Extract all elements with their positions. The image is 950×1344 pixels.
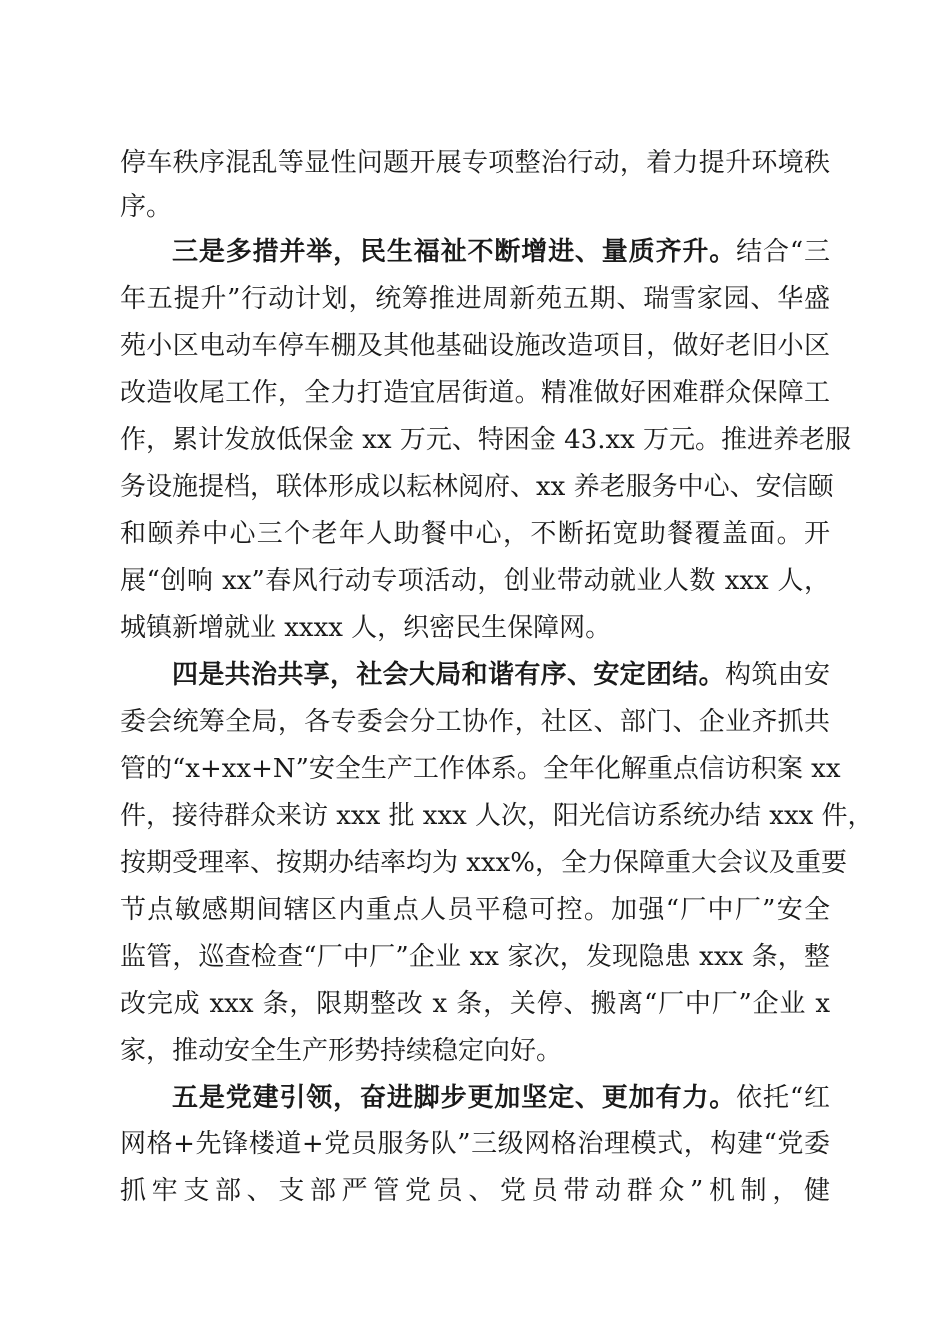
- text-line: 城镇新增就业 xxxx 人，织密民生保障网。: [120, 613, 612, 643]
- text-line: 按期受理率、按期办结率均为 xxx%，全力保障重大会议及重要: [120, 848, 847, 878]
- text-line: 改完成 xxx 条，限期整改 x 条，关停、搬离“厂中厂”企业 x: [120, 989, 830, 1019]
- paragraph-4-heading: 四是共治共享，社会大局和谐有序、安定团结。: [172, 660, 725, 690]
- text-line: 序。: [120, 192, 173, 222]
- paragraph-4-first-line: [172, 655, 830, 695]
- paragraph-3-first-line: [172, 232, 830, 272]
- paragraph-3-heading: 三是多措并举，民生福祉不断增进、量质齐升。: [172, 237, 737, 267]
- text-line: 务设施提档，联体形成以耘林阅府、xx 养老服务中心、安信颐: [120, 472, 834, 502]
- text-line: 作，累计发放低保金 xx 万元、特困金 43.xx 万元。推进养老服: [120, 425, 852, 455]
- text-line: 家，推动安全生产形势持续稳定向好。: [120, 1036, 563, 1066]
- text-line: 年五提升”行动计划，统筹推进周新苑五期、瑞雪家园、华盛: [120, 284, 830, 314]
- paragraph-5-heading: 五是党建引领，奋进脚步更加坚定、更加有力。: [172, 1083, 737, 1113]
- text-line: 委会统筹全局，各专委会分工协作，社区、部门、企业齐抓共: [120, 707, 830, 737]
- text-line: 件，接待群众来访 xxx 批 xxx 人次，阳光信访系统办结 xxx 件，: [120, 801, 874, 831]
- text-line: 网格+先锋楼道+党员服务队”三级网格治理模式，构建“党委: [120, 1129, 830, 1159]
- text-line: 节点敏感期间辖区内重点人员平稳可控。加强“厂中厂”安全: [120, 895, 830, 925]
- text-line: 展“创响 xx”春风行动专项活动，创业带动就业人数 xxx 人，: [120, 566, 830, 596]
- text-line: 抓牢支部、支部严管党员、党员带动群众”机制，健: [120, 1176, 830, 1206]
- paragraph-3-first-line-rest: 结合“三: [736, 237, 830, 267]
- text-line: 停车秩序混乱等显性问题开展专项整治行动，着力提升环境秩: [120, 148, 830, 178]
- text-line: 和颐养中心三个老年人助餐中心，不断拓宽助餐覆盖面。开: [120, 519, 830, 549]
- paragraph-5-first-line-rest: 依托“红: [736, 1083, 830, 1113]
- paragraph-5-first-line: [172, 1078, 830, 1118]
- text-line: 管的“x+xx+N”安全生产工作体系。全年化解重点信访积案 xx: [120, 754, 841, 784]
- paragraph-4-first-line-rest: 构筑由安: [724, 660, 830, 690]
- text-line: 苑小区电动车停车棚及其他基础设施改造项目，做好老旧小区: [120, 331, 830, 361]
- text-line: 改造收尾工作，全力打造宜居街道。精准做好困难群众保障工: [120, 378, 830, 408]
- text-line: 监管，巡查检查“厂中厂”企业 xx 家次，发现隐患 xxx 条，整: [120, 942, 830, 972]
